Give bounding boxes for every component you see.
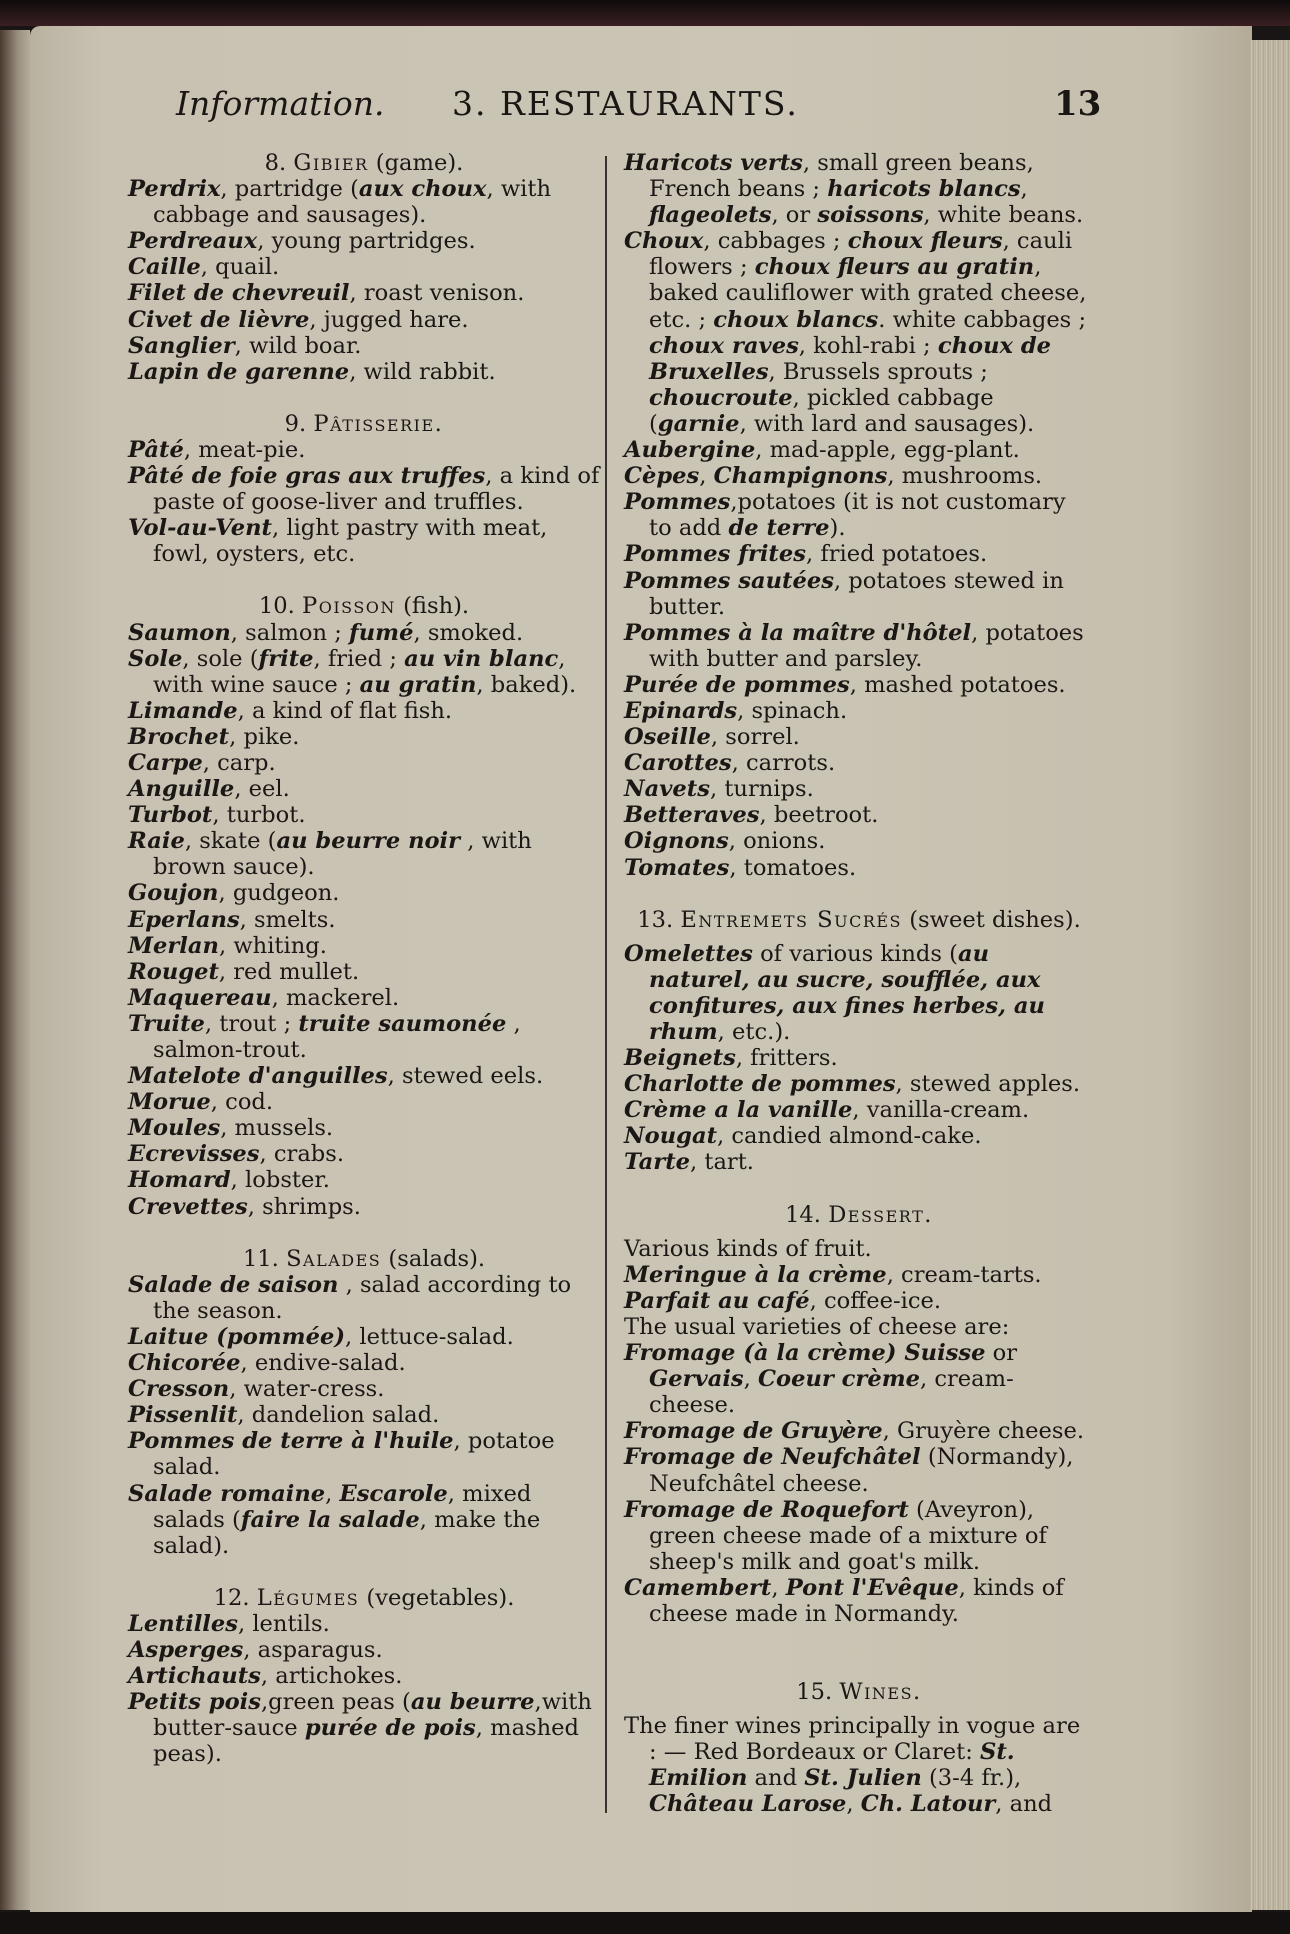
menu-entry: Carottes, carrots. — [624, 750, 836, 777]
menu-entry: Oignons, onions. — [624, 828, 826, 855]
header-section-label: Information. — [176, 84, 385, 123]
menu-entry: The usual varieties of cheese are: — [624, 1313, 1010, 1340]
menu-entry: Asperges, asparagus. — [128, 1636, 383, 1663]
menu-entry: Tomates, tomatoes. — [624, 854, 857, 881]
menu-entry: Turbot, turbot. — [128, 802, 306, 829]
page-number: 13 — [1054, 84, 1102, 124]
menu-entry: Sole, sole (frite, fried ; au vin blanc, with wine sauce ; au gratin, baked). — [128, 645, 577, 698]
running-header — [0, 84, 1290, 134]
menu-entry: Pommes à la maître d'hôtel, potatoes with butter and parsley. — [624, 619, 1084, 672]
left-column — [128, 150, 600, 1767]
menu-entry: Caille, quail. — [128, 254, 280, 281]
menu-entry: Camembert, Pont l'Evêque, kinds of cheese made in Normandy. — [624, 1574, 1064, 1627]
book-cover-top — [0, 0, 1290, 26]
menu-entry: Meringue à la crème, cream-tarts. — [624, 1261, 1042, 1288]
section-heading-patisserie: 9. Pâtisserie. — [284, 410, 444, 437]
menu-entry: Lapin de garenne, wild rabbit. — [128, 358, 496, 385]
menu-entry: The finer wines principally in vogue are : — Red Bordeaux or Claret: St. Emilion and St. Julien (3-4 fr.), Château Larose, Ch. Latour, and — [624, 1713, 1081, 1818]
section-heading-poisson: 10. Poisson (fish). — [258, 593, 470, 620]
section-heading-legumes: 12. Légumes (vegetables). — [213, 1584, 515, 1611]
menu-entry: Fromage de Neufchâtel (Normandy), Neufchâtel cheese. — [624, 1444, 1074, 1497]
menu-entry: Haricots verts, small green beans, French beans ; haricots blancs, flageolets, or soissons, white beans. — [624, 150, 1084, 229]
menu-entry: Aubergine, mad-apple, egg-plant. — [624, 437, 1020, 464]
menu-entry: Carpe, carp. — [128, 749, 276, 776]
menu-entry: Vol-au-Vent, light pastry with meat, fowl, oysters, etc. — [128, 515, 548, 568]
section-heading-dessert: 14. Dessert. — [785, 1201, 933, 1228]
menu-entry: Pâté de foie gras aux truffes, a kind of paste of goose-liver and truffles. — [128, 463, 600, 516]
menu-entry: Fromage de Gruyère, Gruyère cheese. — [624, 1418, 1085, 1445]
menu-entry: Epinards, spinach. — [624, 697, 848, 724]
menu-entry: Filet de chevreuil, roast venison. — [128, 280, 525, 307]
menu-entry: Pommes,potatoes (it is not customary to add de terre). — [624, 489, 1066, 542]
menu-entry: Various kinds of fruit. — [624, 1235, 872, 1262]
menu-entry: Fromage de Roquefort (Aveyron), green cheese made of a mixture of sheep's milk and goat's milk. — [624, 1496, 1047, 1575]
menu-entry: Morue, cod. — [128, 1089, 274, 1116]
menu-entry: Matelote d'anguilles, stewed eels. — [128, 1063, 544, 1090]
menu-entry: Tarte, tart. — [624, 1149, 754, 1176]
binding-gutter — [0, 30, 30, 1910]
menu-entry: Laitue (pommée), lettuce-salad. — [128, 1323, 514, 1350]
menu-entry: Choux, cabbages ; choux fleurs, cauli flowers ; choux fleurs au gratin, baked cauliflower with grated cheese, etc. ; choux blancs. white cabbages ; choux raves, kohl-rabi ; choux de Bruxelles, Brussels sprouts ; choucroute, pickled cabbage (garnie, with lard and sausages). — [624, 228, 1087, 437]
menu-entry: Homard, lobster. — [128, 1167, 330, 1194]
menu-entry: Navets, turnips. — [624, 776, 814, 803]
menu-entry: Betteraves, beetroot. — [624, 802, 879, 829]
menu-entry: Pâté, meat-pie. — [128, 436, 306, 463]
menu-entry: Omelettes of various kinds (au naturel, au sucre, soufflée, aux confitures, aux fines herbes, au rhum, etc.). — [624, 940, 1045, 1045]
section-heading-salades: 11. Salades (salads). — [242, 1245, 486, 1272]
menu-entry: Goujon, gudgeon. — [128, 880, 340, 907]
menu-entry: Charlotte de pommes, stewed apples. — [624, 1071, 1081, 1098]
section-heading-wines: 15. Wines. — [796, 1679, 922, 1706]
menu-entry: Perdrix, partridge (aux choux, with cabbage and sausages). — [128, 176, 552, 229]
menu-entry: Saumon, salmon ; fumé, smoked. — [128, 619, 524, 646]
menu-entry: Fromage (à la crème) Suisse or Gervais, Coeur crème, cream-cheese. — [624, 1340, 1018, 1419]
menu-entry: Pommes sautées, potatoes stewed in butter. — [624, 567, 1064, 620]
menu-entry: Truite, trout ; truite saumonée , salmon-trout. — [128, 1010, 521, 1063]
menu-entry: Chicorée, endive-salad. — [128, 1350, 406, 1377]
menu-entry: Civet de lièvre, jugged hare. — [128, 306, 469, 333]
menu-entry: Crème a la vanille, vanilla-cream. — [624, 1097, 1030, 1124]
section-heading-entremets: 13. Entremets Sucrés (sweet dishes). — [637, 906, 1081, 933]
menu-entry: Salade de saison , salad according to the season. — [128, 1271, 572, 1324]
book-cover-bottom — [0, 1912, 1290, 1934]
menu-entry: Ecrevisses, crabs. — [128, 1141, 345, 1168]
menu-entry: Cresson, water-cress. — [128, 1376, 385, 1403]
page-fore-edge — [1250, 40, 1290, 1910]
menu-entry: Crevettes, shrimps. — [128, 1193, 361, 1220]
header-chapter-title: 3. RESTAURANTS. — [452, 84, 799, 123]
menu-entry: Pommes de terre à l'huile, potatoe salad. — [128, 1428, 555, 1481]
menu-entry: Sanglier, wild boar. — [128, 332, 362, 359]
menu-entry: Raie, skate (au beurre noir , with brown sauce). — [128, 828, 532, 881]
menu-entry: Cèpes, Champignons, mushrooms. — [624, 463, 1043, 490]
section-heading-gibier: 8. Gibier (game). — [264, 150, 464, 176]
menu-entry: Salade romaine, Escarole, mixed salads (faire la salade, make the salad). — [128, 1480, 541, 1559]
right-column — [624, 150, 1094, 1818]
menu-entry: Nougat, candied almond-cake. — [624, 1123, 982, 1150]
menu-entry: Beignets, fritters. — [624, 1045, 838, 1072]
menu-entry: Merlan, whiting. — [128, 932, 327, 959]
menu-entry: Anguille, eel. — [128, 776, 290, 803]
menu-entry: Oseille, sorrel. — [624, 724, 800, 751]
menu-entry: Rouget, red mullet. — [128, 958, 360, 985]
menu-entry: Perdreaux, young partridges. — [128, 228, 476, 255]
menu-entry: Eperlans, smelts. — [128, 906, 336, 933]
menu-entry: Parfait au café, coffee-ice. — [624, 1287, 942, 1314]
menu-entry: Lentilles, lentils. — [128, 1610, 330, 1637]
menu-entry: Pommes frites, fried potatoes. — [624, 541, 988, 568]
menu-entry: Petits pois,green peas (au beurre,with butter-sauce purée de pois, mashed peas). — [128, 1689, 592, 1768]
menu-entry: Moules, mussels. — [128, 1115, 334, 1142]
menu-entry: Purée de pommes, mashed potatoes. — [624, 671, 1066, 698]
menu-entry: Brochet, pike. — [128, 723, 300, 750]
menu-entry: Pissenlit, dandelion salad. — [128, 1402, 440, 1429]
column-divider — [605, 156, 607, 1813]
menu-entry: Maquereau, mackerel. — [128, 984, 400, 1011]
menu-entry: Artichauts, artichokes. — [128, 1663, 403, 1690]
menu-entry: Limande, a kind of flat fish. — [128, 697, 453, 724]
